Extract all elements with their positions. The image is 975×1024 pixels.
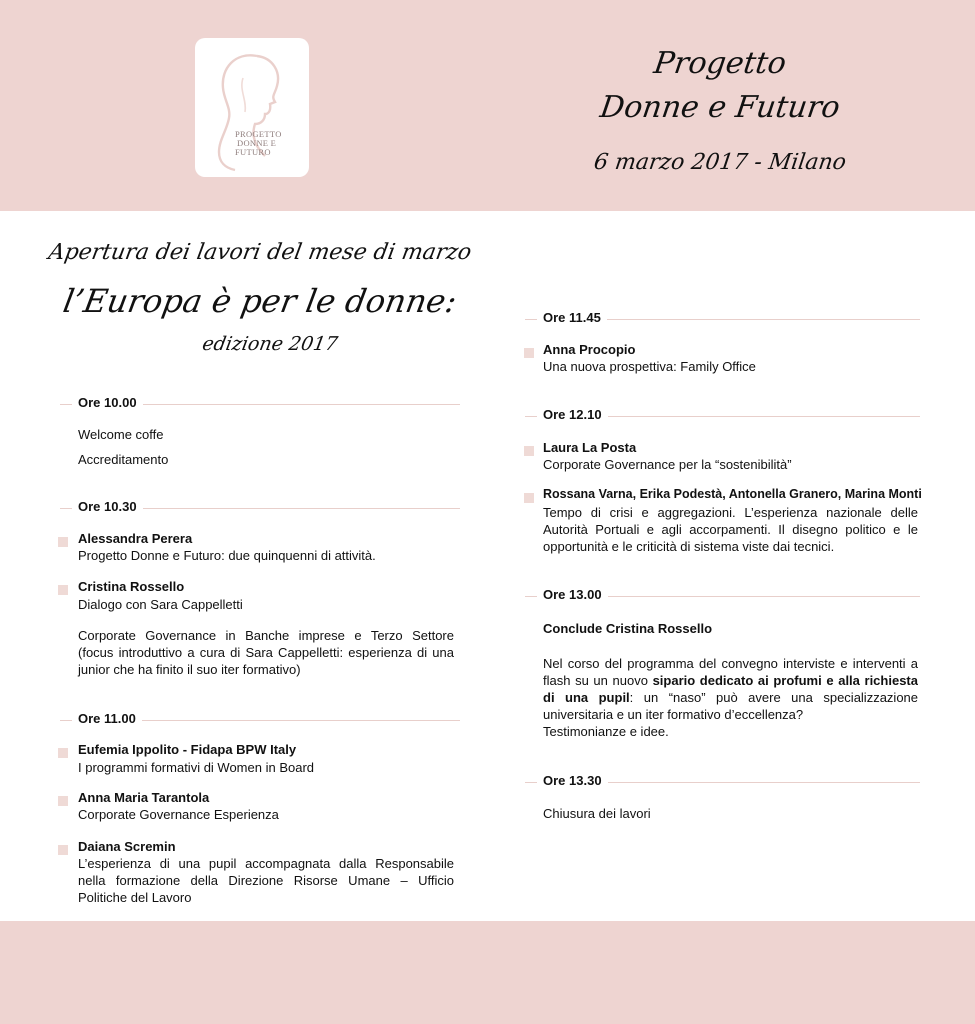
- program-note-highlight: sipario dedicato ai profumi e alla richiesta: [652, 673, 918, 688]
- agenda-item: Chiusura dei lavori: [543, 806, 651, 821]
- program-note: Testimonianze e idee.: [543, 724, 669, 739]
- speaker-name: Laura La Posta: [543, 440, 637, 455]
- time-label: Ore 12.10: [537, 407, 608, 422]
- intro-line-1: Apertura dei lavori del mese di marzo: [46, 240, 474, 265]
- footer-band: [0, 921, 975, 1024]
- time-label: Ore 13.00: [537, 587, 608, 602]
- speaker-topic: opportunità e le criticità di sistema viste dai tecnici.: [543, 539, 835, 554]
- speaker-topic: Autorità Portuali e agli accorpamenti. Il disegno politico e le: [543, 522, 918, 537]
- speaker-name: Alessandra Perera: [78, 531, 193, 546]
- logo: [195, 38, 309, 177]
- speaker-topic: Dialogo con Sara Cappelletti: [78, 597, 243, 612]
- bullet-marker: [58, 537, 68, 547]
- time-label: Ore 10.30: [72, 499, 143, 514]
- bullet-marker: [524, 493, 534, 503]
- header-title-2: Donne e Futuro: [597, 90, 843, 125]
- speaker-name: Rossana Varna, Erika Podestà, Antonella Granero, Marina Monti: [543, 487, 922, 501]
- header-date: 6 marzo 2017 - Milano: [592, 150, 848, 175]
- speaker-topic: Corporate Governance per la “sostenibilità”: [543, 457, 792, 472]
- logo-wordmark: [235, 130, 282, 157]
- speaker-name: Eufemia Ippolito - Fidapa BPW Italy: [78, 742, 297, 757]
- speaker-topic: Corporate Governance Esperienza: [78, 807, 279, 822]
- intro-line-2: l’Europa è per le donne:: [60, 282, 460, 320]
- speaker-topic: Politiche del Lavoro: [78, 890, 192, 905]
- speaker-topic: L’esperienza di una pupil accompagnata dalla Responsabile: [78, 856, 454, 871]
- logo-line-1: PROGETTO: [235, 129, 282, 139]
- program-note: universitaria e un iter formativo d’eccellenza?: [543, 707, 804, 722]
- speaker-name: Anna Procopio: [543, 342, 636, 357]
- agenda-item: Welcome coffe: [78, 427, 164, 442]
- program-note: Nel corso del programma del convegno interviste e interventi a: [543, 656, 918, 671]
- logo-line-2: DONNE E: [237, 138, 277, 148]
- closing-speaker: Conclude Cristina Rossello: [543, 621, 713, 636]
- speaker-topic: I programmi formativi di Women in Board: [78, 760, 315, 775]
- intro-line-3: edizione 2017: [200, 333, 340, 355]
- speaker-topic: Progetto Donne e Futuro: due quinquenni di attività.: [78, 548, 376, 563]
- bullet-marker: [524, 348, 534, 358]
- logo-line-3: FUTURO: [235, 147, 271, 157]
- session-description: (focus introduttivo a cura di Sara Cappelletti: esperienza di una: [78, 645, 454, 660]
- speaker-name: Anna Maria Tarantola: [78, 790, 210, 805]
- session-description: Corporate Governance in Banche imprese e Terzo Settore: [78, 628, 454, 643]
- program-note: [543, 689, 918, 706]
- program-note-highlight: di una pupil: [543, 690, 630, 705]
- speaker-topic: nella formazione della Direzione Risorse Umane – Ufficio: [78, 873, 454, 888]
- bullet-marker: [58, 796, 68, 806]
- program-note: [543, 672, 918, 689]
- speaker-name: Daiana Scremin: [78, 839, 176, 854]
- bullet-marker: [58, 585, 68, 595]
- time-label: Ore 13.30: [537, 773, 608, 788]
- speaker-topic: Una nuova prospettiva: Family Office: [543, 359, 756, 374]
- time-label: Ore 11.00: [72, 711, 142, 726]
- time-label: Ore 11.45: [537, 310, 607, 325]
- time-label: Ore 10.00: [72, 395, 143, 410]
- speaker-name: Cristina Rossello: [78, 579, 185, 594]
- program-note-text: : un “naso” può avere una specializzazione: [629, 690, 918, 705]
- bullet-marker: [58, 748, 68, 758]
- program-note-text: flash su un nuovo: [543, 673, 653, 688]
- header-title-1: Progetto: [651, 46, 789, 81]
- session-description: junior che ha finito il suo iter formativo): [78, 662, 301, 677]
- bullet-marker: [58, 845, 68, 855]
- bullet-marker: [524, 446, 534, 456]
- agenda-item: Accreditamento: [78, 452, 169, 467]
- speaker-topic: Tempo di crisi e aggregazioni. L’esperienza nazionale delle: [543, 505, 918, 520]
